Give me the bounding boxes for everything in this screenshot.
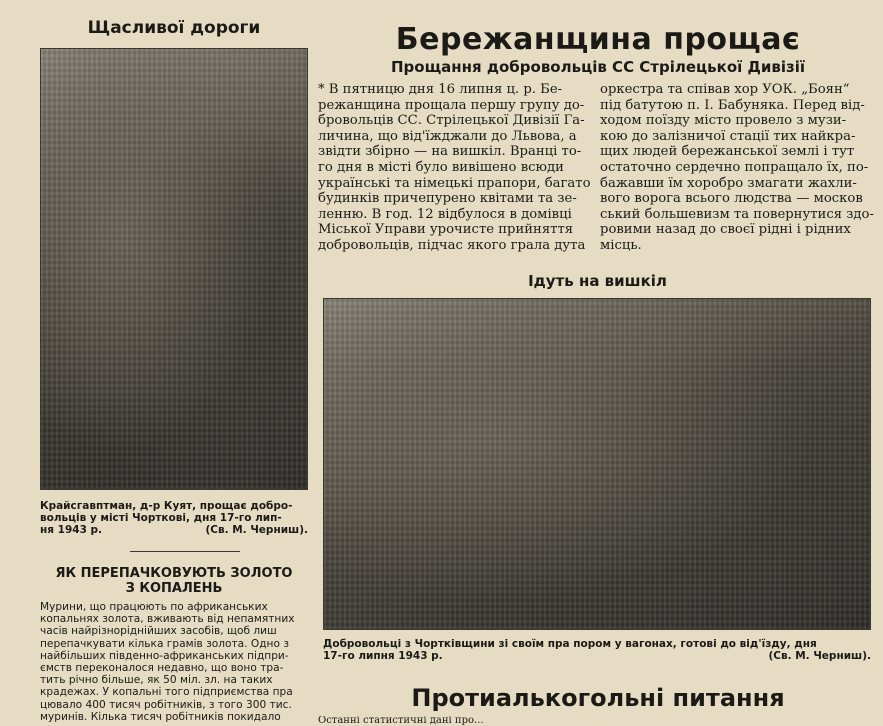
gold-article-title — [40, 566, 308, 596]
col2-line: ходом поїзду місто провело з музи- — [600, 113, 847, 129]
bottom-headline: Протиалькогольні питання — [411, 684, 785, 712]
col2-line: ровими назад до своєї рідні і рідних — [600, 222, 851, 238]
train-photo — [323, 298, 871, 630]
gold-title-line-2: З КОПАЛЕНЬ — [125, 581, 223, 596]
left-caption-line-2: вольців у місті Чорткові, дня 17-го лип- — [40, 512, 282, 524]
col1-line: будинків причепурено квітами та зе- — [318, 191, 577, 207]
gold-line: часів найрізноріднійших засобів, щоб лиш — [40, 625, 277, 638]
gold-line: муринів. Кілька тисяч робітників покидало — [40, 710, 281, 723]
col2-line: кою до залізничої стації тих найкра- — [600, 128, 856, 144]
gold-line: копальнях золота, вживають від непамятних — [40, 613, 295, 626]
gold-line: перепачкувати кілька грамів золота. Одно з — [40, 637, 289, 650]
gold-line: тить річно більше, як 50 міл. зл. на таких — [40, 674, 273, 687]
col1-line: українські та німецькі прапори, багато — [318, 175, 591, 191]
bottom-partial-line: Останні статистичні дані про... — [318, 716, 484, 726]
train-photo-credit: (Св. М. Черниш). — [768, 650, 871, 662]
col2-line: вого ворога всього людства — москов — [600, 191, 863, 207]
col2-line: під батутою п. І. Бабуняка. Перед від- — [600, 97, 865, 113]
col2-line: місць. — [600, 237, 642, 253]
left-divider — [130, 551, 240, 552]
col1-line: добровольців, підчас якого грала дута — [318, 237, 586, 253]
left-photo-title: Щасливої дороги — [87, 18, 261, 38]
left-photo-credit: (Св. М. Черниш). — [205, 524, 308, 536]
col1-line: го дня в місті було вивішено всюди — [318, 159, 564, 175]
col1-line: * В пятницю дня 16 липня ц. р. Бе- — [318, 82, 563, 97]
train-photo-caption — [323, 638, 871, 662]
gold-line: найбільших південно-африканських підпри- — [40, 649, 289, 662]
farewell-photo — [40, 48, 308, 490]
main-headline: Бережанщина прощає — [395, 22, 801, 57]
train-photo-title: Ідуть на вишкіл — [528, 272, 667, 290]
col2-line: ський большевизм та повернутися здо- — [600, 206, 874, 222]
col1-line: личина, що від'їжджали до Львова, а — [318, 128, 577, 144]
main-article-col-2 — [600, 82, 878, 254]
col2-line: щих людей бережанської землі і тут — [600, 144, 855, 160]
col1-line: режанщина прощала першу групу до- — [318, 97, 585, 113]
gold-line: Мурини, що працюють по африканських — [40, 601, 268, 613]
col2-line: бажавши їм хоробро змагати жахли- — [600, 175, 857, 191]
col1-line: ленню. В год. 12 відбулося в домівці — [318, 206, 572, 222]
main-article-col-1 — [318, 82, 594, 254]
left-photo-caption — [40, 500, 308, 536]
col1-line: бровольців СС. Стрілецької Дивізії Га- — [318, 113, 585, 129]
gold-title-line-1: ЯК ПЕРЕПАЧКОВУЮТЬ ЗОЛОТО — [55, 566, 293, 581]
left-caption-line-3: ня 1943 р. — [40, 524, 103, 536]
left-caption-line-1: Крайсгавптман, д-р Куят, прощає добро- — [40, 500, 293, 512]
col1-line: звідти збірно — на вишкіл. Вранці то- — [318, 144, 582, 160]
col2-line: остаточно сердечно попращало їх, по- — [600, 159, 869, 175]
train-caption-line-2: 17-го липня 1943 р. — [323, 650, 443, 662]
col2-line: оркестра та співав хор УОК. „Боян“ — [600, 82, 850, 97]
train-caption-line-1: Добровольці з Чортківщини зі своїм пра пором у вагонах, готові до від'їзду, дня — [323, 638, 817, 650]
gold-line: ємств переконалося недавно, що воно тра- — [40, 662, 284, 675]
main-subheadline: Прощання добровольців СС Стрілецької Дивізії — [391, 58, 805, 76]
gold-line: крадежах. У копальні того підприємства пра — [40, 686, 293, 699]
gold-article-body — [40, 601, 308, 723]
gold-line: цювало 400 тисяч робітників, з того 300 тис. — [40, 698, 292, 711]
col1-line: Міської Управи урочисте прийняття — [318, 222, 574, 238]
